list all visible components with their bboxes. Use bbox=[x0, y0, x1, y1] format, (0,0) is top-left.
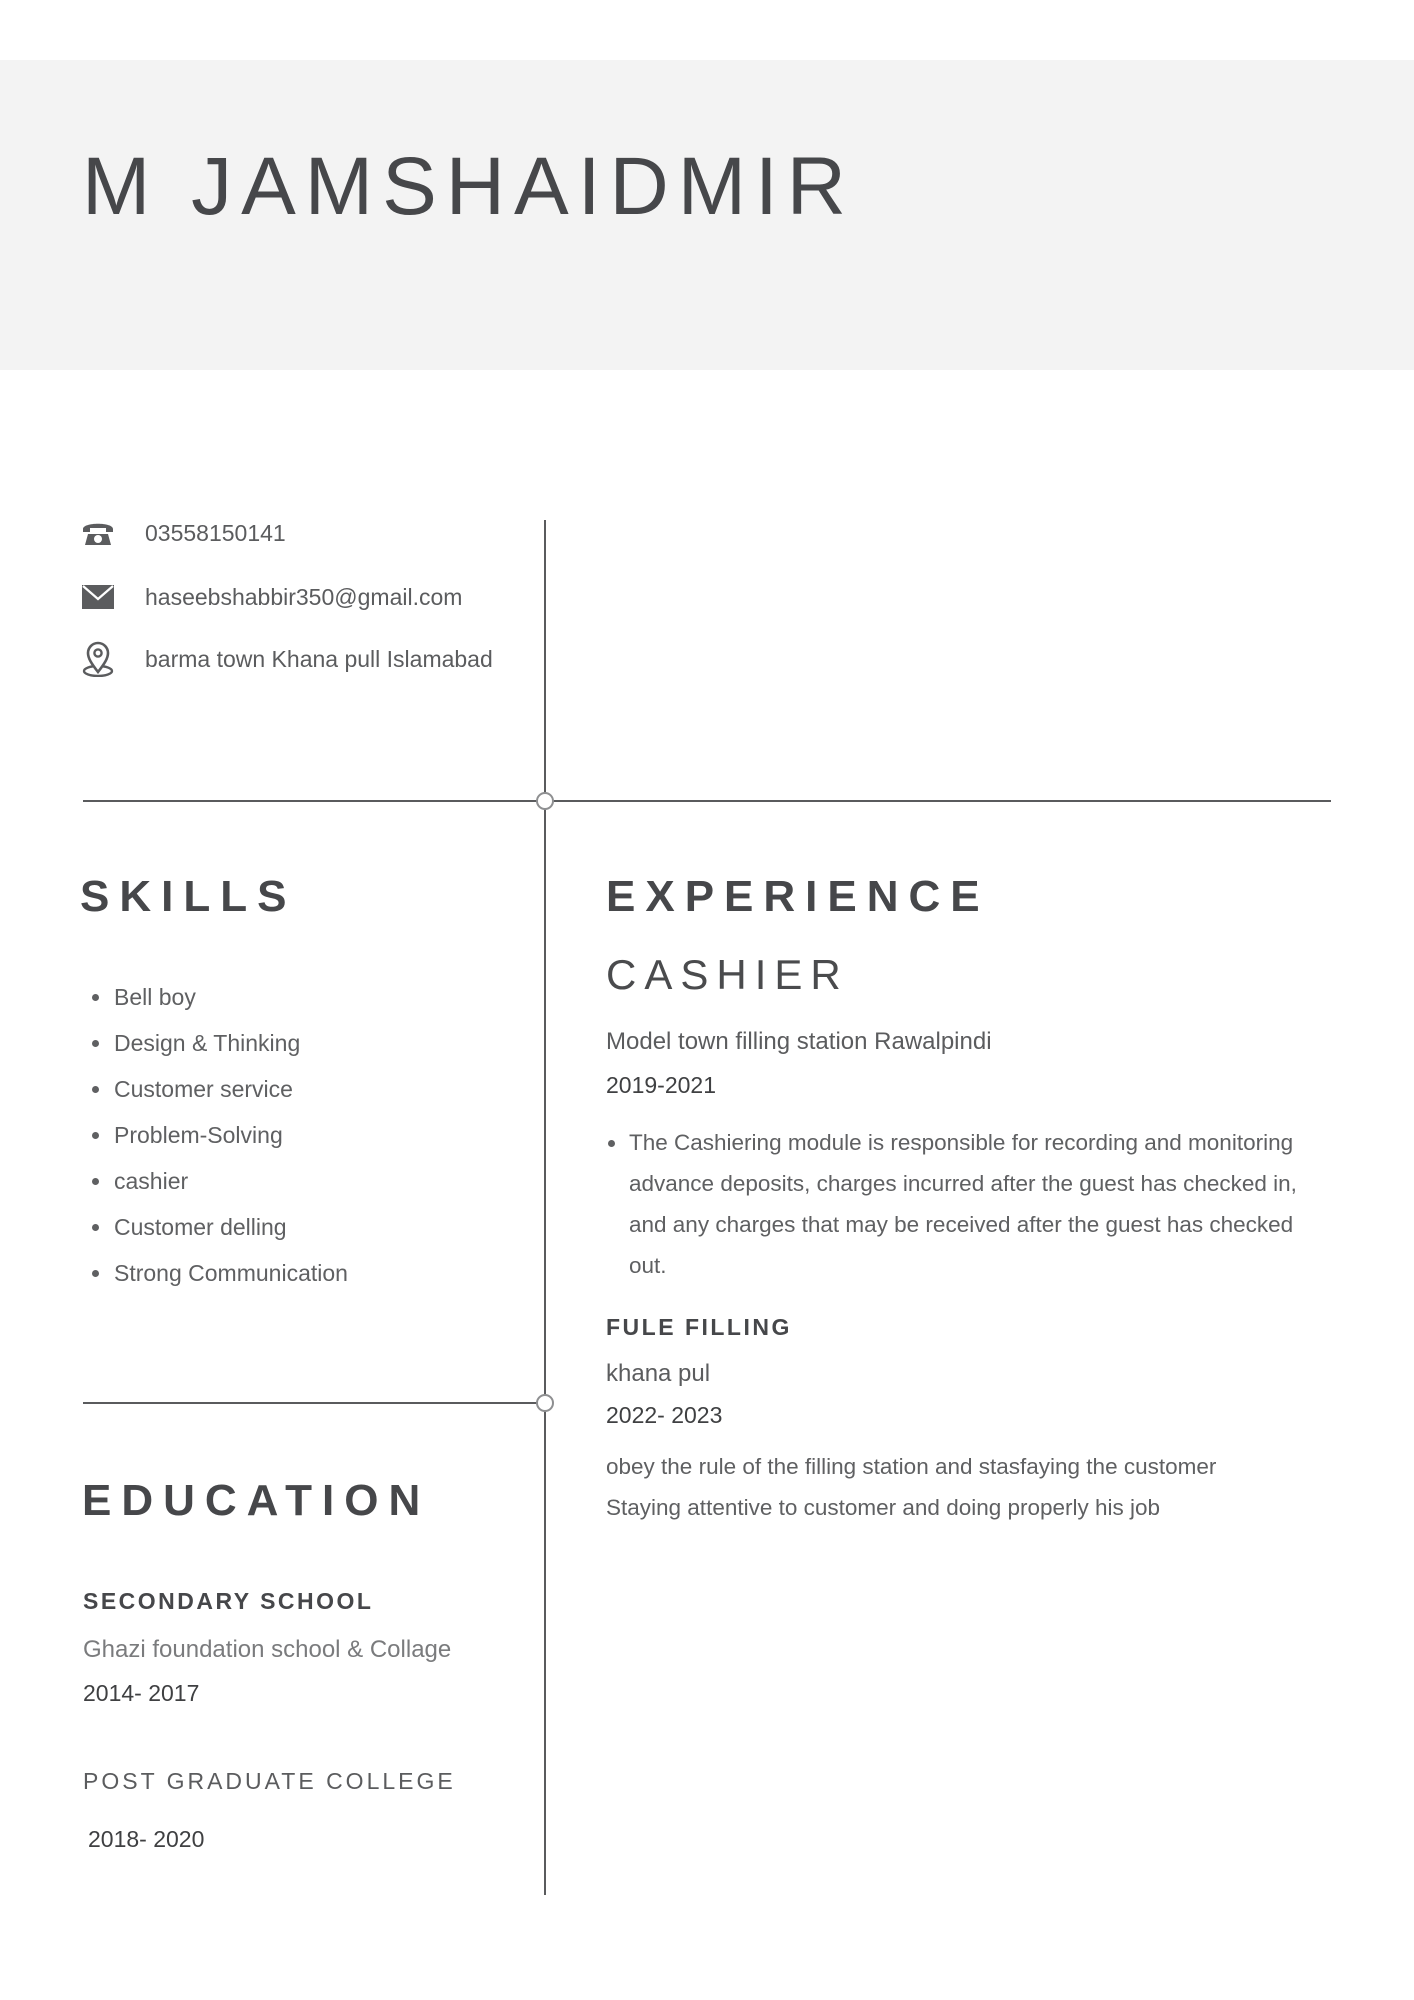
skill-item: Bell boy bbox=[88, 980, 348, 1026]
job-place: Model town filling station Rawalpindi bbox=[606, 1028, 992, 1055]
location-pin-icon bbox=[80, 642, 116, 676]
experience-heading: EXPERIENCE bbox=[606, 872, 990, 921]
education-heading-secondary: SECONDARY SCHOOL bbox=[83, 1588, 374, 1614]
job-duty-line: Staying attentive to customer and doing properly his job bbox=[606, 1495, 1161, 1520]
skill-item: Strong Communication bbox=[88, 1256, 348, 1302]
contact-address-row bbox=[80, 642, 493, 676]
address: barma town Khana pull Islamabad bbox=[145, 645, 493, 672]
skills-list bbox=[88, 980, 348, 1302]
job-description: The Cashiering module is responsible for recording and monitoring advance deposits, charges incurred after the guest has checked in, and any charges that may be received after the guest has checked out. bbox=[606, 1122, 1326, 1286]
education-school-name: Ghazi foundation school & Collage bbox=[83, 1636, 452, 1663]
skill-item: Customer service bbox=[88, 1072, 348, 1118]
skills-heading: SKILLS bbox=[80, 872, 297, 921]
divider-junction-dot bbox=[536, 1394, 554, 1412]
vertical-divider bbox=[544, 520, 546, 1895]
job-place: khana pul bbox=[606, 1360, 711, 1387]
education-heading: EDUCATION bbox=[82, 1476, 431, 1525]
divider-junction-dot bbox=[536, 792, 554, 810]
skill-item: cashier bbox=[88, 1164, 348, 1210]
skill-item: Problem-Solving bbox=[88, 1118, 348, 1164]
mail-icon bbox=[80, 580, 116, 614]
contact-divider bbox=[83, 800, 1331, 802]
contact-phone-row bbox=[80, 516, 286, 550]
job-title-cashier: CASHIER bbox=[606, 951, 849, 998]
skill-item: Customer delling bbox=[88, 1210, 348, 1256]
education-years: 2014- 2017 bbox=[83, 1680, 200, 1706]
skill-item: Design & Thinking bbox=[88, 1026, 348, 1072]
job-years: 2019-2021 bbox=[606, 1072, 716, 1098]
job-duty-line: obey the rule of the filling station and stasfaying the customer bbox=[606, 1454, 1217, 1479]
resume-name: M JAMSHAIDMIR bbox=[82, 141, 855, 232]
education-years: 2018- 2020 bbox=[88, 1826, 205, 1852]
education-heading-postgraduate: POST GRADUATE COLLEGE bbox=[83, 1768, 456, 1794]
skills-divider bbox=[83, 1402, 545, 1404]
phone-number: 03558150141 bbox=[145, 519, 286, 546]
contact-email-row bbox=[80, 580, 463, 614]
phone-icon bbox=[80, 516, 116, 550]
job-title-fuel-filling: FULE FILLING bbox=[606, 1314, 792, 1340]
job-years: 2022- 2023 bbox=[606, 1402, 723, 1428]
email-address: haseebshabbir350@gmail.com bbox=[145, 583, 463, 610]
